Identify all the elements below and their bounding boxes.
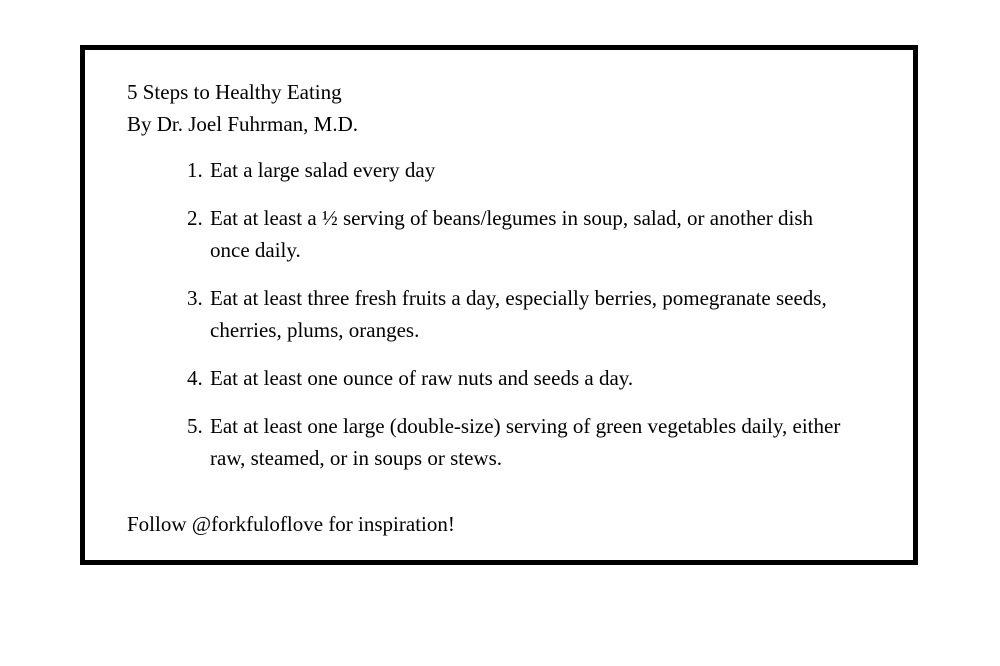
step-text: Eat at least one ounce of raw nuts and seeds a day. — [210, 366, 634, 390]
step-text: Eat at least three fresh fruits a day, especially berries, pomegranate seeds, cherries, plums, oranges. — [210, 286, 827, 342]
list-item — [187, 202, 847, 266]
list-item — [187, 410, 847, 474]
document-byline: By Dr. Joel Fuhrman, M.D. — [127, 112, 358, 136]
document-title: 5 Steps to Healthy Eating — [127, 80, 342, 104]
document-card — [80, 45, 918, 565]
steps-list — [187, 154, 847, 490]
step-text: Eat a large salad every day — [210, 158, 436, 182]
step-number: 5. — [187, 414, 203, 438]
list-item — [187, 282, 847, 346]
step-text: Eat at least a ½ serving of beans/legumes in soup, salad, or another dish once daily. — [210, 206, 814, 262]
step-number: 3. — [187, 286, 203, 310]
list-item — [187, 362, 847, 394]
step-text: Eat at least one large (double-size) serving of green vegetables daily, either raw, steamed, or in soups or stews. — [210, 414, 841, 470]
step-number: 1. — [187, 158, 203, 182]
step-number: 2. — [187, 206, 203, 230]
list-item — [187, 154, 847, 186]
document-footer: Follow @forkfuloflove for inspiration! — [127, 512, 455, 536]
step-number: 4. — [187, 366, 203, 390]
